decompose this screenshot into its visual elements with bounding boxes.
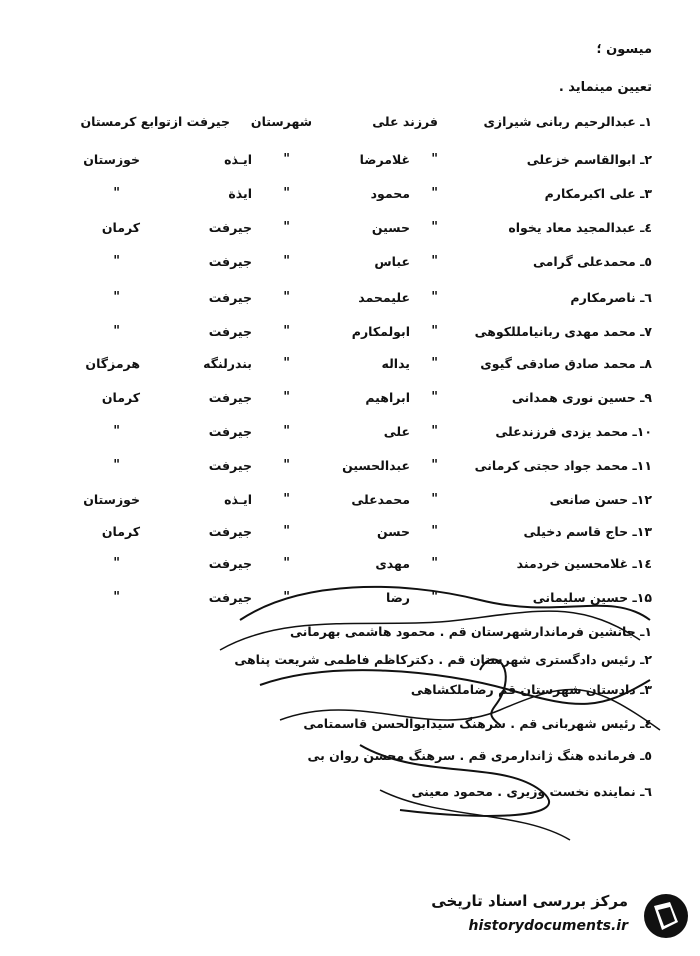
father-name: غلامرضا [359,152,410,167]
list-item: ۱۳ـ حاج قاسم دخیلی [523,524,652,539]
ditto-mark: " [113,458,120,473]
ditto-mark: " [431,220,438,235]
official-text: جانشین فرماندارشهرستان قم . محمود هاشمی بهرمانی [290,624,636,639]
official-item: ۲ـ رئیس دادگستری شهرستان قم . دکترکاظم فاطمی شریعت پناهی [234,652,652,667]
city-name: جیرفت [208,424,252,439]
watermark-title: مرکز بررسی اسناد تاریخی [431,892,628,910]
father-name: عبدالحسین [342,458,410,473]
watermark-url: historydocuments.ir [468,918,628,934]
row-number: ٤ [644,220,652,235]
row-number: ۱۵ [636,590,652,605]
person-name: محمد صادق صادقی گیوی [480,356,636,371]
province-name: کرمان [101,220,140,235]
row-number: ۹ [644,390,652,405]
official-item: ۳ـ دادستان شهرستان قم رضاملکشاهی [410,682,652,697]
ditto-mark: " [431,290,438,305]
father-name: حسن [377,524,410,539]
ditto-mark: " [283,186,290,201]
city-header: شهرستان [250,114,312,129]
ditto-mark: " [431,152,438,167]
official-item: ٤ـ رئیس شهربانی قم . سرهنگ سیدابوالحسن قاسمتامی [303,716,652,731]
list-item: ۸ـ محمد صادق صادقی گیوی [480,356,652,371]
father-name: محمدعلی [351,492,410,507]
ditto-mark: " [283,390,290,405]
father-name [372,114,438,129]
city-name: ایـذه [224,492,252,507]
ditto-mark: " [431,324,438,339]
ditto-mark: " [113,590,120,605]
person-name: غلامحسین خردمند [516,556,629,571]
ditto-mark: " [283,424,290,439]
province-name: کرمان [101,524,140,539]
list-item: ٦ـ ناصرمکارم [570,290,652,305]
list-item: ۲ـ ابوالقاسم خزعلی [526,152,652,167]
archive-logo-icon [642,892,690,940]
ditto-mark: " [113,324,120,339]
city-name: جیرفت [208,524,252,539]
official-item: ٥ـ فرمانده هنگ ژاندارمری قم . سرهنگ محسن روان بی [307,748,652,763]
ditto-mark: " [113,290,120,305]
list-item: ۷ـ محمد مهدی ربانیامللکوهی [474,324,652,339]
official-number: ٦ [644,784,652,799]
list-item: ۳ـ علی اکبرمکارم [544,186,652,201]
ditto-mark: " [113,254,120,269]
father-name: ابراهیم [365,390,410,405]
list-item: ٤ـ عبدالمجید معاد یخواه [508,220,652,235]
ditto-mark: " [283,356,290,371]
city-name: جیرفت [208,556,252,571]
person-name: محمد جواد حجتی کرمانی [474,458,629,473]
ditto-mark: " [431,390,438,405]
person-name: عبدالرحیم ربانی شیرازی [483,114,636,129]
father-name: یداله [381,356,410,371]
signature-scribbles [180,560,700,860]
father-name: علی [383,424,410,439]
row-number: ٥ [644,254,652,269]
father-value: علی [372,114,399,129]
person-name: ابوالقاسم خزعلی [526,152,636,167]
row-number: ۱۲ [636,492,652,507]
person-name: حسین نوری همدانی [511,390,636,405]
ditto-mark: " [113,424,120,439]
row-number: ٦ [644,290,652,305]
row-number: ۱۱ [636,458,652,473]
province-name: کرمان [101,390,140,405]
row-number: ۷ [644,324,652,339]
row-number: ۱ [644,114,652,129]
ditto-mark: " [431,254,438,269]
ditto-mark: " [431,424,438,439]
ditto-mark: " [283,492,290,507]
city-name: جیرفت [208,290,252,305]
person-name: حاج قاسم دخیلی [523,524,629,539]
ditto-mark: " [283,254,290,269]
ditto-mark: " [113,556,120,571]
row-number: ۲ [644,152,652,167]
city-name: جیرفت [208,324,252,339]
city-name: ایـذه [224,152,252,167]
person-name: علی اکبرمکارم [544,186,636,201]
official-number: ۱ [644,624,652,639]
father-name: مهدی [375,556,410,571]
city-name: بندرلنگه [203,356,252,371]
ditto-mark: " [431,556,438,571]
ditto-mark: " [283,324,290,339]
city-name: جیرفت [208,220,252,235]
person-name: ناصرمکارم [570,290,636,305]
person-name: عبدالمجید معاد یخواه [508,220,636,235]
ditto-mark: " [113,186,120,201]
ditto-mark: " [283,290,290,305]
province-name: خوزستان [83,152,140,167]
city-name: جیرفت [208,590,252,605]
official-number: ٤ [644,716,652,731]
person-name: محمد مهدی ربانیامللکوهی [474,324,636,339]
ditto-mark: " [283,458,290,473]
origin-header: جیرفت ازتوابع کرمستان [80,114,230,129]
list-item: ۱ـ عبدالرحیم ربانی شیرازی [483,114,652,129]
official-text: رئیس شهربانی قم . سرهنگ سیدابوالحسن قاسمتامی [303,716,636,731]
watermark [420,888,690,948]
father-name: عباس [374,254,410,269]
ditto-mark: " [283,524,290,539]
list-item: ۱۰ـ محمد یزدی فرزندعلی [495,424,652,439]
list-item: ۹ـ حسین نوری همدانی [511,390,652,405]
official-item: ۱ـ جانشین فرماندارشهرستان قم . محمود هاشمی بهرمانی [290,624,652,639]
person-name: حسن صانعی [549,492,629,507]
ditto-mark: " [283,590,290,605]
ditto-mark: " [431,492,438,507]
header-line-2: تعیین مینماید . [558,80,652,95]
row-number: ۳ [644,186,652,201]
city-name: جیرفت [208,458,252,473]
ditto-mark: " [431,524,438,539]
person-name: حسین سلیمانی [532,590,629,605]
province-name: خوزستان [83,492,140,507]
person-name: محمد یزدی فرزندعلی [495,424,629,439]
list-item: ۱۲ـ حسن صانعی [549,492,652,507]
list-item: ۱۵ـ حسین سلیمانی [532,590,652,605]
official-number: ۲ [644,652,652,667]
city-name: جیرفت [208,390,252,405]
row-number: ۱۰ [636,424,652,439]
father-name: حسین [371,220,410,235]
official-text: نماینده نخست وزیری . محمود معینی [411,784,636,799]
row-number: ۱۳ [636,524,652,539]
ditto-mark: " [431,186,438,201]
ditto-mark: " [283,220,290,235]
ditto-mark: " [283,152,290,167]
row-number: ۸ [644,356,652,371]
official-text: رئیس دادگستری شهرستان قم . دکترکاظم فاطمی شریعت پناهی [234,652,636,667]
official-text: دادستان شهرستان قم رضاملکشاهی [410,682,636,697]
father-header: فرزند [402,114,438,129]
official-text: فرمانده هنگ ژاندارمری قم . سرهنگ محسن روان بی [307,748,636,763]
person-name: محمدعلی گرامی [533,254,636,269]
list-item: ۱٤ـ غلامحسین خردمند [516,556,652,571]
father-name: رضا [386,590,410,605]
row-number: ۱٤ [636,556,652,571]
list-item: ۱۱ـ محمد جواد حجتی کرمانی [474,458,652,473]
ditto-mark: " [431,458,438,473]
official-number: ٥ [644,748,652,763]
city-name: ایذة [228,186,252,201]
province-name: هرمزگان [85,356,140,371]
ditto-mark: " [431,590,438,605]
father-name: ابولمکارم [351,324,410,339]
official-item: ٦ـ نماینده نخست وزیری . محمود معینی [411,784,652,799]
father-name: علیمحمد [358,290,410,305]
ditto-mark: " [431,356,438,371]
header-line-1: میسون ؛ [596,42,652,57]
ditto-mark: " [283,556,290,571]
father-name: محمود [370,186,410,201]
list-item: ٥ـ محمدعلی گرامی [533,254,652,269]
official-number: ۳ [644,682,652,697]
city-name: جیرفت [208,254,252,269]
